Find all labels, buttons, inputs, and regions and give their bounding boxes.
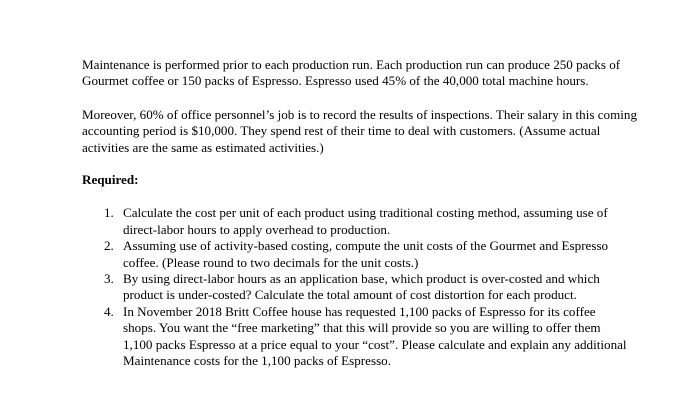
question-text: Assuming use of activity-based costing, compute the unit costs of the Gourmet and Espresso coffee. (Please round to two decimals for the unit costs.) xyxy=(123,238,609,270)
question-item xyxy=(82,304,642,370)
question-number: 3. xyxy=(104,271,114,287)
question-item xyxy=(82,271,642,304)
question-number: 2. xyxy=(104,238,114,254)
question-item xyxy=(82,238,642,271)
question-number: 4. xyxy=(104,303,114,319)
maintenance-paragraph: Maintenance is performed prior to each production run. Each production run can produce 250 packs of Gourmet coffee or 150 packs of Espresso. Espresso used 45% of the 40,000 total machine hours. xyxy=(82,57,621,89)
question-text: By using direct-labor hours as an application base, which product is over-costed and which product is under-costed? Calculate the total amount of cost distortion for each product. xyxy=(123,271,600,303)
question-text: In November 2018 Britt Coffee house has requested 1,100 packs of Espresso for its coffee shops. You want the “free marketing” that this will provide so you are willing to offer them 1,100 packs Espresso at a price equal to your “cost”. Please calculate and explain any additional Maintenance costs for the 1,100 packs of Espresso. xyxy=(123,303,627,369)
questions-list xyxy=(82,205,642,369)
question-number: 1. xyxy=(104,205,114,221)
document-page xyxy=(82,57,642,370)
office-personnel-paragraph: Moreover, 60% of office personnel’s job is to record the results of inspections. Their salary in this coming accounting period is $10,000. They spend rest of their time to deal with customers. (Assume actual activities are the same as estimated activities.) xyxy=(82,106,637,155)
required-heading: Required: xyxy=(82,172,139,188)
question-text: Calculate the cost per unit of each product using traditional costing method, assuming use of direct-labor hours to apply overhead to production. xyxy=(123,205,608,237)
question-item xyxy=(82,205,642,238)
